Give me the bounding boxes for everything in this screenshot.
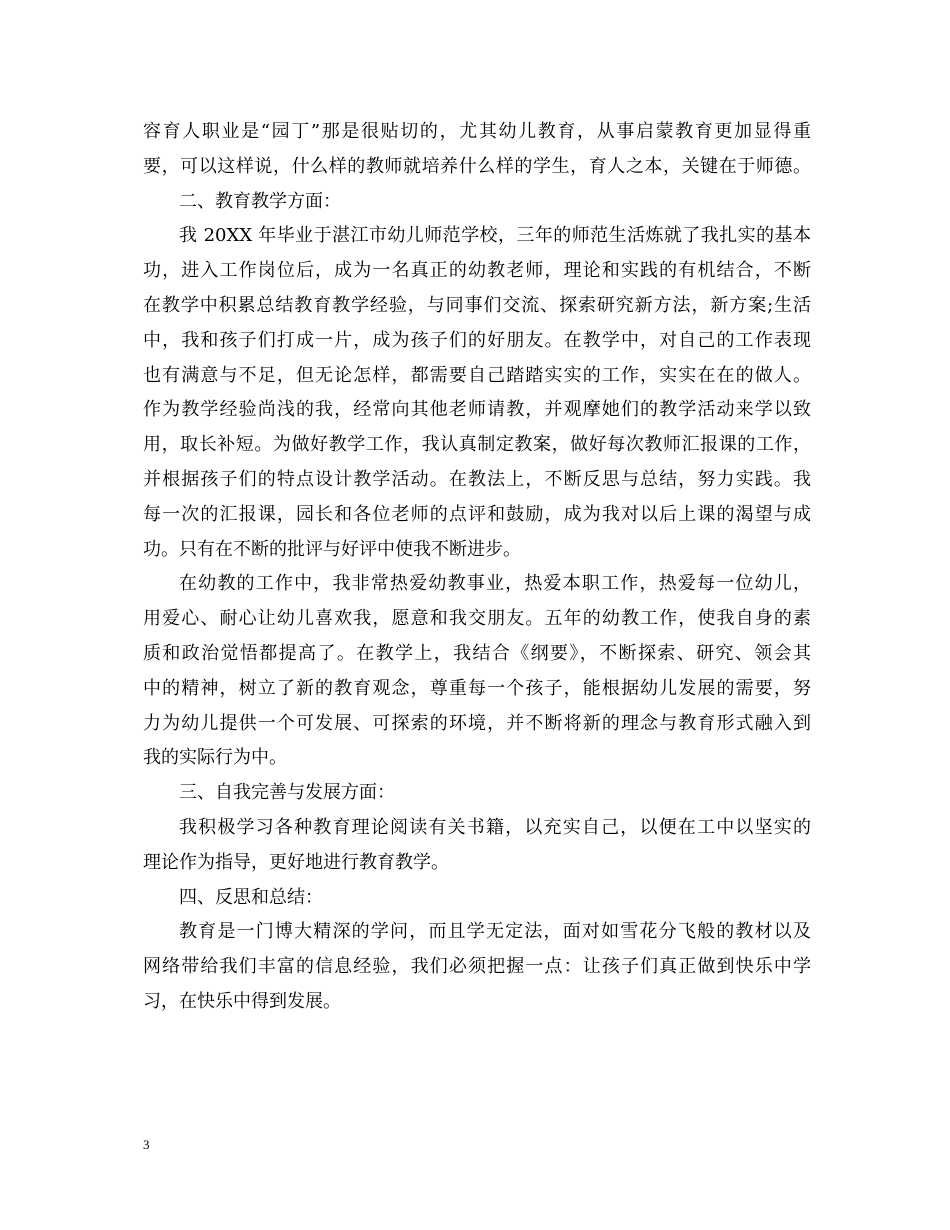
text-line: 功。只有在不断的批评与好评中使我不断进步。 [143, 538, 521, 560]
document-body [143, 115, 811, 1020]
text-line: 二、教育教学方面： [179, 190, 341, 212]
text-line: 我积极学习各种教育理论阅读有关书籍，以充实自己，以便在工中以坚实的 [179, 816, 811, 838]
text-line: 在教学中积累总结教育教学经验，与同事们交流、探索研究新方法，新方案;生活 [143, 294, 811, 316]
text-line: 网络带给我们丰富的信息经验，我们必须把握一点：让孩子们真正做到快乐中学 [143, 956, 811, 978]
text-line: 每一次的汇报课，园长和各位老师的点评和鼓励，成为我对以后上课的渴望与成 [143, 503, 811, 525]
text-line: 中，我和孩子们打成一片，成为孩子们的好朋友。在教学中，对自己的工作表现 [143, 329, 811, 351]
text-line: 用爱心、耐心让幼儿喜欢我，愿意和我交朋友。五年的幼教工作，使我自身的素 [143, 608, 811, 630]
text-line: 质和政治觉悟都提高了。在教学上，我结合《纲要》，不断探索、研究、领会其 [143, 642, 811, 664]
page-number: 3 [143, 1137, 150, 1152]
text-line: 作为教学经验尚浅的我，经常向其他老师请教，并观摩她们的教学活动来学以致 [143, 399, 811, 421]
text-line: 功，进入工作岗位后，成为一名真正的幼教老师，理论和实践的有机结合，不断 [143, 260, 811, 282]
text-line: 也有满意与不足，但无论怎样，都需要自己踏踏实实的工作，实实在在的做人。 [143, 364, 811, 386]
text-line: 中的精神，树立了新的教育观念，尊重每一个孩子，能根据幼儿发展的需要，努 [143, 677, 811, 699]
text-line: 理论作为指导，更好地进行教育教学。 [143, 851, 449, 873]
text-line: 教育是一门博大精深的学问，而且学无定法，面对如雪花分飞般的教材以及 [179, 921, 811, 943]
text-line: 习，在快乐中得到发展。 [143, 990, 341, 1012]
text-line: 我 20XX 年毕业于湛江市幼儿师范学校，三年的师范生活炼就了我扎实的基本 [179, 225, 811, 247]
text-line: 在幼教的工作中，我非常热爱幼教事业，热爱本职工作，热爱每一位幼儿， [179, 573, 811, 595]
text-line: 三、自我完善与发展方面： [179, 782, 395, 804]
text-line: 用，取长补短。为做好教学工作，我认真制定教案，做好每次教师汇报课的工作， [143, 434, 811, 456]
text-line: 容育人职业是“园丁”那是很贴切的，尤其幼儿教育，从事启蒙教育更加显得重 [143, 121, 811, 142]
text-line: 我的实际行为中。 [143, 747, 287, 769]
text-line: 要，可以这样说，什么样的教师就培养什么样的学生，育人之本，关键在于师德。 [143, 155, 811, 177]
text-line: 四、反思和总结： [179, 886, 323, 908]
text-line: 并根据孩子们的特点设计教学活动。在教法上，不断反思与总结，努力实践。我 [143, 468, 811, 490]
text-line: 力为幼儿提供一个可发展、可探索的环境，并不断将新的理念与教育形式融入到 [143, 712, 811, 734]
